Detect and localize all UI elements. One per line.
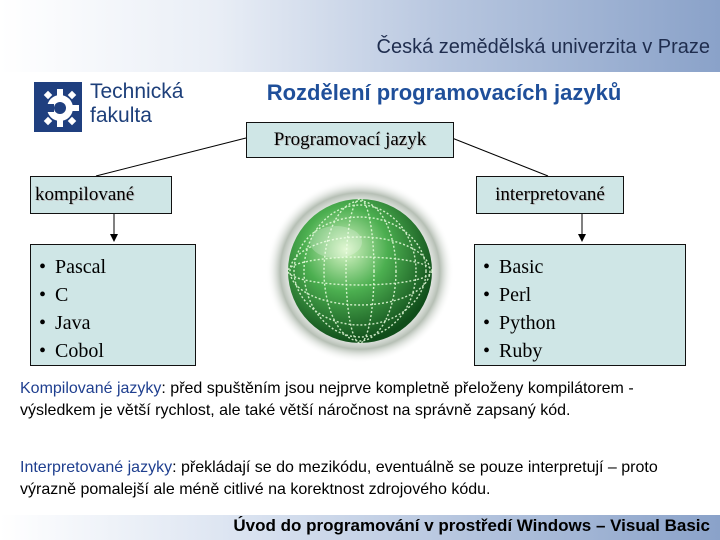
interpreted-languages-list <box>474 244 686 366</box>
university-name: Česká zemědělská univerzita v Praze <box>376 36 710 58</box>
list-item: • Java <box>39 312 91 334</box>
interpreted-description: Interpretované jazyky: překládají se do mezikódu, eventuálně se pouze interpretují – proto výrazně pomalejší ale méně citlivé na korektnost zdrojového kódu. <box>20 459 658 498</box>
list-item: • Basic <box>483 256 544 278</box>
interpreted-header: interpretované <box>476 176 624 214</box>
footer-course-title: Úvod do programování v prostředí Windows – Visual Basic <box>233 516 710 535</box>
compiled-languages-list <box>30 244 196 366</box>
footer-band <box>0 515 720 540</box>
list-item: • Cobol <box>39 340 104 362</box>
compiled-term: Kompilované jazyky <box>20 380 162 397</box>
slide-title: Rozdělení programovacích jazyků <box>266 80 622 105</box>
list-item: • Python <box>483 312 556 334</box>
diagram-root-box: Programovací jazyk <box>246 122 454 158</box>
list-item: • Ruby <box>483 340 543 362</box>
list-item: • C <box>39 284 69 306</box>
binary-globe-image <box>266 178 454 364</box>
list-item: • Perl <box>483 284 532 306</box>
compiled-description: Kompilované jazyky: před spuštěním jsou nejprve kompletně přeloženy kompilátorem - výsledkem je větší rychlost, ale také větší náročnost na správně zapsaný kód. <box>20 380 634 419</box>
list-item: • Pascal <box>39 256 107 278</box>
interpreted-term: Interpretované jazyky <box>20 459 173 476</box>
faculty-name-line2: fakulta <box>90 104 152 127</box>
faculty-name-line1: Technická <box>90 80 184 103</box>
compiled-header: kompilované <box>30 176 172 214</box>
